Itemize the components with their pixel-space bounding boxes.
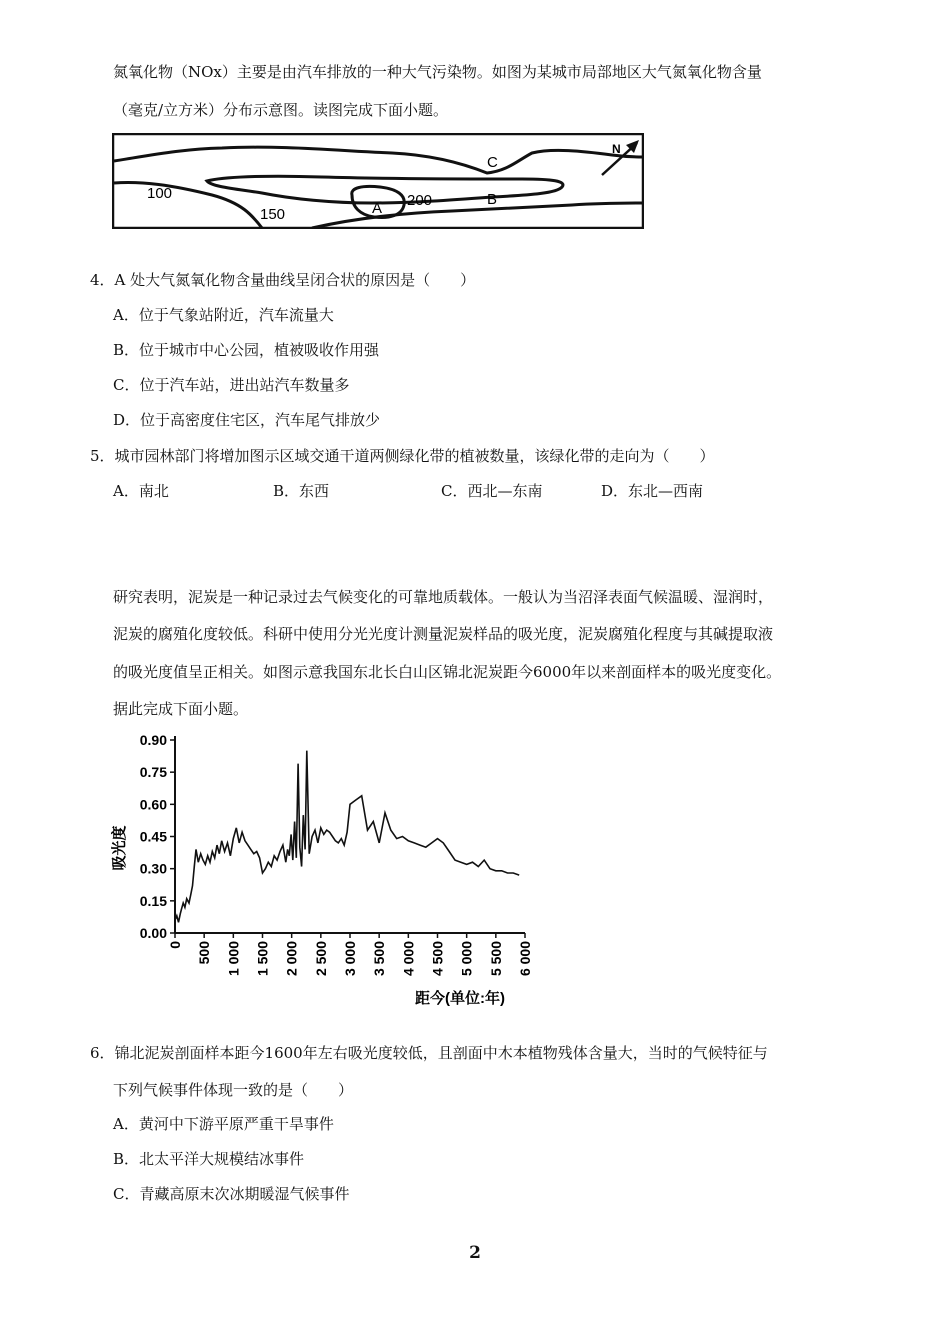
q4-option-c[interactable]: C．位于汽车站，进出站汽车数量多 (113, 376, 350, 394)
x-tick-label: 0 (167, 941, 183, 949)
x-tick-label: 500 (196, 941, 213, 965)
y-tick-label: 0.75 (139, 764, 167, 781)
x-tick-label: 2 000 (283, 941, 300, 977)
x-tick-label: 1 000 (225, 941, 242, 977)
label-200: 200 (407, 192, 433, 209)
x-tick-label: 2 500 (312, 941, 329, 977)
q5-option-c[interactable]: C．西北—东南 (441, 482, 543, 500)
y-tick-label: 0.00 (139, 925, 167, 941)
y-tick-label: 0.30 (139, 860, 167, 877)
q5-option-b[interactable]: B．东西 (273, 482, 330, 500)
y-tick-label: 0.15 (139, 892, 167, 909)
x-tick-label: 5 000 (458, 941, 475, 977)
contour-c (114, 147, 643, 173)
y-tick-label: 0.60 (139, 796, 167, 813)
q6-stem-line1: 6．锦北泥炭剖面样本距今1600年左右吸光度较低，且剖面中木本植物残体含量大，当时的气候特征与 (90, 1044, 768, 1062)
q4-stem: 4．A 处大气氮氧化物含量曲线呈闭合状的原因是（ ） (90, 271, 476, 289)
absorbance-line-chart (110, 728, 540, 1010)
passage1-line2: （毫克/立方米）分布示意图。读图完成下面小题。 (113, 101, 449, 119)
label-a: A (372, 200, 383, 217)
passage2-line1: 研究表明，泥炭是一种记录过去气候变化的可靠地质载体。一般认为当沼泽表面气候温暖、湿润时， (113, 588, 774, 606)
q5-stem: 5．城市园林部门将增加图示区域交通干道两侧绿化带的植被数量，该绿化带的走向为（ ） (90, 447, 715, 465)
x-tick-label: 3 500 (371, 941, 388, 977)
nox-contour-map (112, 133, 644, 229)
x-axis-label: 距今(单位:年) (415, 990, 505, 1007)
x-tick-label: 6 000 (517, 941, 533, 977)
q4-option-b[interactable]: B．位于城市中心公园，植被吸收作用强 (113, 341, 380, 359)
page-number: 2 (469, 1243, 481, 1263)
q6-option-c[interactable]: C．青藏高原末次冰期暖湿气候事件 (113, 1185, 350, 1203)
passage2-line3: 的吸光度值呈正相关。如图示意我国东北长白山区锦北泥炭距今6000年以来剖面样本的吸光度变化。 (113, 663, 782, 681)
passage1-line1: 氮氧化物（NOx）主要是由汽车排放的一种大气污染物。如图为某城市局部地区大气氮氧化物含量 (113, 63, 762, 81)
label-north: N (612, 142, 621, 156)
x-tick-label: 1 500 (254, 941, 271, 977)
label-100: 100 (147, 185, 173, 202)
label-b: B (487, 191, 498, 208)
x-tick-label: 3 000 (342, 941, 358, 977)
q6-stem-line2: 下列气候事件体现一致的是（ ） (113, 1081, 354, 1099)
passage2-line4: 据此完成下面小题。 (113, 700, 249, 718)
x-tick-label: 5 500 (487, 941, 504, 977)
x-tick-label: 4 500 (429, 941, 446, 977)
label-c: C (487, 154, 498, 171)
contour-south (312, 203, 643, 228)
q5-option-a[interactable]: A．南北 (113, 482, 169, 500)
q4-option-d[interactable]: D．位于高密度住宅区，汽车尾气排放少 (113, 411, 381, 429)
passage2-line2: 泥炭的腐殖化度较低。科研中使用分光光度计测量泥炭样品的吸光度，泥炭腐殖化程度与其碱提取液 (113, 625, 774, 643)
contour-200-outer (207, 176, 563, 203)
q5-option-d[interactable]: D．东北—西南 (601, 482, 704, 500)
q4-option-a[interactable]: A．位于气象站附近，汽车流量大 (113, 306, 334, 324)
q6-option-b[interactable]: B．北太平洋大规模结冰事件 (113, 1150, 305, 1168)
y-tick-label: 0.90 (139, 732, 167, 748)
y-tick-label: 0.45 (139, 828, 167, 845)
y-axis-label: 吸光度 (111, 825, 128, 871)
q6-option-a[interactable]: A．黄河中下游平原严重干旱事件 (113, 1115, 334, 1133)
label-150: 150 (260, 206, 286, 223)
absorbance-series-line (175, 751, 519, 923)
x-tick-label: 4 000 (400, 941, 417, 977)
